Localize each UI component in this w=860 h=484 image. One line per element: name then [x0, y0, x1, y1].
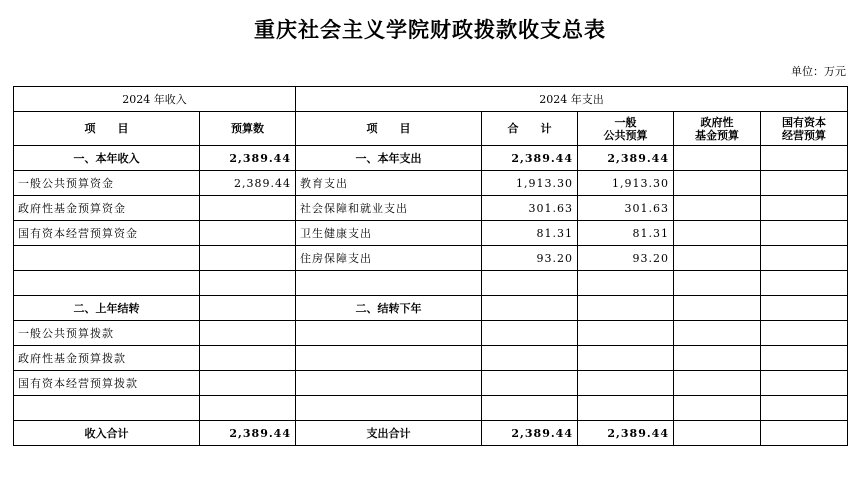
state-capital-cell	[761, 246, 848, 271]
income-amount-cell	[200, 346, 296, 371]
income-amount-cell	[200, 321, 296, 346]
general-budget-cell	[578, 296, 674, 321]
income-item-cell: 收入合计	[14, 421, 200, 446]
gov-fund-cell	[674, 346, 761, 371]
table-row	[14, 346, 848, 371]
expense-item-cell: 卫生健康支出	[296, 221, 482, 246]
table-row	[14, 371, 848, 396]
expense-item-header: 项 目	[296, 112, 482, 146]
income-amount-cell	[200, 221, 296, 246]
general-budget-cell: 93.20	[578, 246, 674, 271]
total-header: 合 计	[482, 112, 578, 146]
general-budget-cell	[578, 371, 674, 396]
general-budget-cell	[578, 321, 674, 346]
expense-total-cell: 301.63	[482, 196, 578, 221]
gov-fund-cell	[674, 371, 761, 396]
income-item-cell: 政府性基金预算拨款	[14, 346, 200, 371]
income-amount-cell: 2,389.44	[200, 146, 296, 171]
table-row	[14, 171, 848, 196]
income-item-cell: 一般公共预算资金	[14, 171, 200, 196]
income-amount-cell	[200, 196, 296, 221]
general-budget-cell	[578, 271, 674, 296]
income-amount-cell: 2,389.44	[200, 171, 296, 196]
expense-total-cell	[482, 271, 578, 296]
expense-total-cell	[482, 396, 578, 421]
state-capital-cell	[761, 171, 848, 196]
state-capital-cell	[761, 421, 848, 446]
expense-total-cell: 81.31	[482, 221, 578, 246]
expense-item-cell: 支出合计	[296, 421, 482, 446]
general-budget-cell: 2,389.44	[578, 421, 674, 446]
income-amount-cell	[200, 246, 296, 271]
state-capital-cell	[761, 271, 848, 296]
expense-total-cell	[482, 371, 578, 396]
table-row	[14, 396, 848, 421]
expense-item-cell: 社会保障和就业支出	[296, 196, 482, 221]
gov-fund-cell	[674, 171, 761, 196]
income-item-cell: 国有资本经营预算拨款	[14, 371, 200, 396]
gov-fund-header: 政府性 基金预算	[674, 112, 761, 146]
expense-item-cell	[296, 396, 482, 421]
expense-total-cell	[482, 296, 578, 321]
general-budget-cell	[578, 346, 674, 371]
gov-fund-cell	[674, 271, 761, 296]
gov-fund-cell	[674, 146, 761, 171]
gov-fund-cell	[674, 321, 761, 346]
table-row	[14, 146, 848, 171]
expense-total-cell: 1,913.30	[482, 171, 578, 196]
gov-fund-cell	[674, 421, 761, 446]
table-row	[14, 296, 848, 321]
income-item-cell	[14, 271, 200, 296]
income-year-header: 2024 年收入	[14, 87, 296, 112]
unit-label: 单位：万元	[791, 65, 846, 78]
state-capital-cell	[761, 346, 848, 371]
expense-item-cell: 一、本年支出	[296, 146, 482, 171]
income-item-cell: 一、本年收入	[14, 146, 200, 171]
table-row	[14, 321, 848, 346]
income-item-header: 项 目	[14, 112, 200, 146]
general-budget-cell: 301.63	[578, 196, 674, 221]
expense-total-cell: 2,389.44	[482, 146, 578, 171]
income-amount-cell	[200, 296, 296, 321]
expense-item-cell: 住房保障支出	[296, 246, 482, 271]
income-budget-header: 预算数	[200, 112, 296, 146]
state-capital-cell	[761, 146, 848, 171]
header-row-1	[14, 87, 848, 112]
expense-item-cell	[296, 371, 482, 396]
expense-total-cell: 93.20	[482, 246, 578, 271]
income-amount-cell	[200, 271, 296, 296]
state-capital-cell	[761, 196, 848, 221]
expense-total-cell	[482, 321, 578, 346]
table-row	[14, 421, 848, 446]
general-budget-header: 一般 公共预算	[578, 112, 674, 146]
gov-fund-cell	[674, 196, 761, 221]
general-budget-cell	[578, 396, 674, 421]
expense-year-header: 2024 年支出	[296, 87, 848, 112]
expense-total-cell: 2,389.44	[482, 421, 578, 446]
income-item-cell: 二、上年结转	[14, 296, 200, 321]
expense-item-cell: 二、结转下年	[296, 296, 482, 321]
state-capital-header: 国有资本 经营预算	[761, 112, 848, 146]
gov-fund-cell	[674, 396, 761, 421]
expense-item-cell: 教育支出	[296, 171, 482, 196]
income-amount-cell	[200, 371, 296, 396]
state-capital-cell	[761, 296, 848, 321]
header-row-2	[14, 112, 848, 146]
income-item-cell	[14, 396, 200, 421]
general-budget-cell: 81.31	[578, 221, 674, 246]
income-item-cell: 国有资本经营预算资金	[14, 221, 200, 246]
income-item-cell	[14, 246, 200, 271]
table-row	[14, 221, 848, 246]
table-row	[14, 196, 848, 221]
gov-fund-cell	[674, 221, 761, 246]
gov-fund-cell	[674, 296, 761, 321]
income-amount-cell: 2,389.44	[200, 421, 296, 446]
state-capital-cell	[761, 371, 848, 396]
general-budget-cell: 2,389.44	[578, 146, 674, 171]
expense-item-cell	[296, 321, 482, 346]
income-item-cell: 政府性基金预算资金	[14, 196, 200, 221]
table-row	[14, 246, 848, 271]
income-amount-cell	[200, 396, 296, 421]
income-item-cell: 一般公共预算拨款	[14, 321, 200, 346]
table-row	[14, 271, 848, 296]
expense-item-cell	[296, 271, 482, 296]
state-capital-cell	[761, 396, 848, 421]
state-capital-cell	[761, 221, 848, 246]
budget-summary-table	[13, 86, 848, 446]
expense-total-cell	[482, 346, 578, 371]
general-budget-cell: 1,913.30	[578, 171, 674, 196]
state-capital-cell	[761, 321, 848, 346]
expense-item-cell	[296, 346, 482, 371]
gov-fund-cell	[674, 246, 761, 271]
page-title: 重庆社会主义学院财政拨款收支总表	[254, 17, 606, 42]
